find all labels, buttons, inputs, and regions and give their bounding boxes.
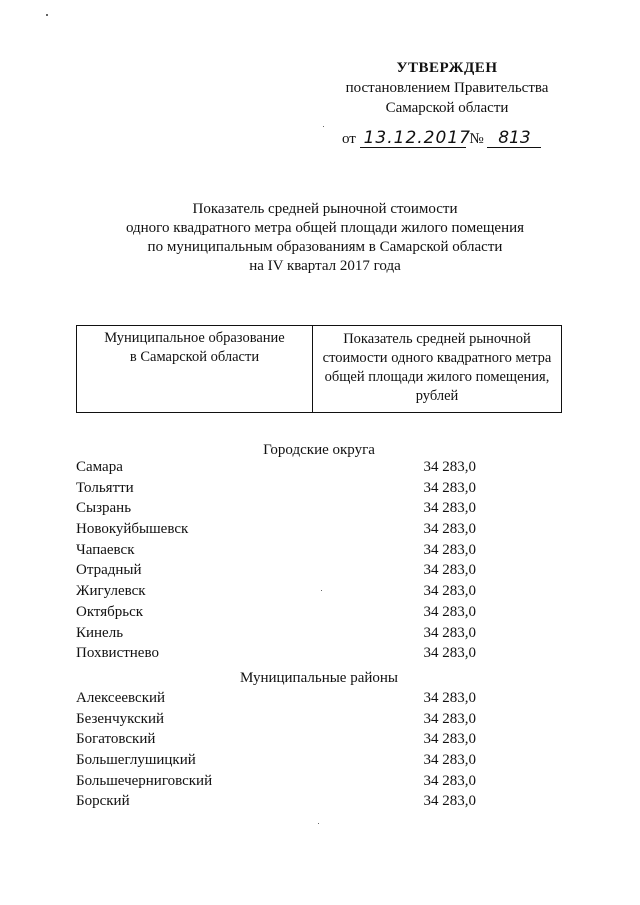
table-row [76,791,476,812]
table-row [76,560,476,581]
price-value: 34 283,0 [423,731,476,748]
municipality-name: Октябрьск [76,603,144,620]
price-value: 34 283,0 [423,541,476,558]
heading-line-2: одного квадратного метра общей площади жилого помещения [125,220,525,236]
municipality-name: Новокуйбышевск [76,521,189,538]
municipality-name: Похвистнево [76,645,159,662]
approval-block [332,58,562,118]
section-title-municipal-districts: Муниципальные районы [239,670,399,686]
price-value: 34 283,0 [423,500,476,517]
column-header-municipality-line-2: в Самарской области [129,349,260,365]
price-value: 34 283,0 [423,772,476,789]
approval-line-1: постановлением Правительства [345,80,549,96]
table-row [76,729,476,750]
column-header-price-line-4: рублей [415,388,459,404]
price-value: 34 283,0 [423,459,476,475]
decree-date: 13.12.2017 [360,129,466,148]
municipality-name: Сызрань [76,500,132,517]
table-row [76,623,476,644]
table-row [76,581,476,602]
price-value: 34 283,0 [423,603,476,620]
table-row [76,457,476,478]
table-row [76,688,476,709]
price-value: 34 283,0 [423,624,476,641]
column-header-price-line-2: стоимости одного квадратного метра [322,350,552,366]
municipality-name: Алексеевский [76,690,166,706]
municipal-districts-list [76,688,476,812]
table-row [76,540,476,561]
table-row [76,602,476,623]
number-sign: № [469,131,484,147]
table-row [76,709,476,730]
table-row [76,750,476,771]
price-value: 34 283,0 [423,793,476,810]
table-row [76,771,476,792]
municipality-name: Жигулевск [76,583,146,600]
column-header-price-line-3: общей площади жилого помещения, [324,369,550,385]
price-value: 34 283,0 [423,710,476,727]
approval-title: УТВЕРЖДЕН [396,60,498,76]
price-value: 34 283,0 [423,583,476,600]
urban-districts-list [76,457,476,664]
from-prefix: от [342,131,356,147]
municipality-name: Богатовский [76,731,156,748]
table-row [76,478,476,499]
price-value: 34 283,0 [423,645,476,662]
municipality-name: Кинель [76,624,124,641]
column-header-price [313,326,561,412]
heading-line-1: Показатель средней рыночной стоимости [192,201,458,217]
price-value: 34 283,0 [423,690,476,706]
column-header-municipality-line-1: Муниципальное образование [104,330,285,346]
scan-speck [323,126,324,127]
scan-speck [318,823,319,824]
decree-number: 813 [487,129,541,148]
table-header [76,325,562,413]
municipality-name: Тольятти [76,479,134,496]
municipality-name: Самара [76,459,123,475]
heading-line-3: по муниципальным образованиям в Самарской области [147,239,503,255]
price-value: 34 283,0 [423,479,476,496]
column-header-price-line-1: Показатель средней рыночной [343,331,531,347]
municipality-name: Большечерниговский [76,772,213,789]
heading-line-4: на IV квартал 2017 года [249,258,401,274]
decree-reference [342,128,562,150]
municipality-name: Отрадный [76,562,142,579]
municipality-name: Борский [76,793,130,810]
municipality-name: Большеглушицкий [76,752,196,769]
price-value: 34 283,0 [423,752,476,769]
section-title-urban-districts: Городские округа [263,442,375,458]
price-value: 34 283,0 [423,562,476,579]
table-row [76,643,476,664]
municipality-name: Чапаевск [76,541,135,558]
approval-line-2: Самарской области [385,100,509,116]
scan-speck [46,14,48,16]
municipality-name: Безенчукский [76,710,165,727]
table-row [76,498,476,519]
table-row [76,519,476,540]
document-heading [100,200,550,276]
column-header-municipality [77,326,313,412]
price-value: 34 283,0 [423,521,476,538]
